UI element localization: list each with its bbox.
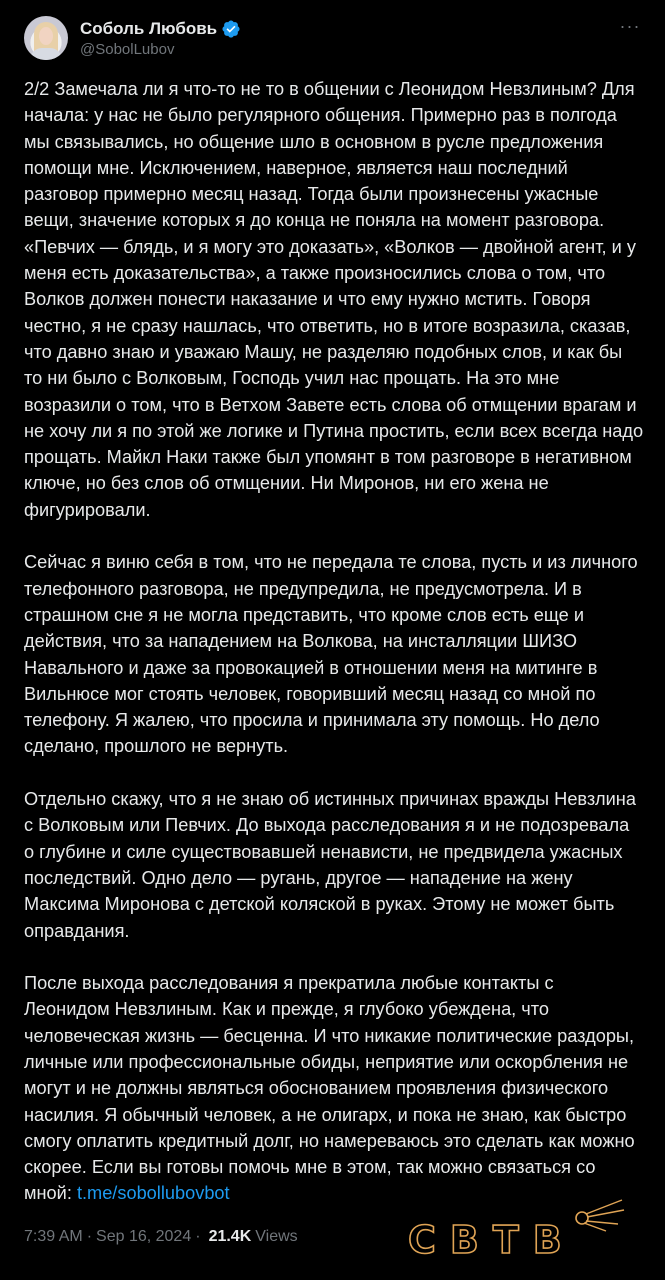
meta-separator: · [86,1228,93,1245]
views-count: 21.4K [208,1228,252,1245]
tweet-header [24,16,641,66]
tweet-paragraph: Отдельно скажу, что я не знаю об истинных причинах вражды Невзлина с Волковым или Певчих. До выхода расследования я и не подозревала о глубине и силе существовавшей ненависти, не предвидела ужасных последствий. Одно дело — ругань, другое — нападение на жену Максима Миронова с детской коляской в руках. Этому не может быть оправдания. [24,789,636,941]
author-name[interactable]: Соболь Любовь [80,19,218,38]
tweet-paragraph-text: После выхода расследования я прекратила любые контакты с Леонидом Невзлиным. Как и прежде, я глубоко убеждена, что человеческая жизнь — бесценна. И что никакие политические раздоры, личные или профессиональные обиды, неприятие или оскорбления не могут и не должны являться обоснованием проявления физического насилия. Я обычный человек, а не олигарх, и пока не знаю, как быстро смогу оплатить кредитный долг, но намереваюсь это сделать как можно скорее. Если вы готовы помочь мне в этом, так можно связаться со мной: [24,973,635,1204]
satellite-icon [566,1196,626,1232]
meta-separator: · [195,1228,201,1245]
watermark-text: СВТВ [408,1218,576,1262]
author-name-row[interactable] [80,19,241,39]
tweet-paragraph-last [24,970,644,1207]
more-options-icon[interactable]: ··· [619,16,641,36]
avatar[interactable] [24,16,68,60]
tweet-paragraph: 2/2 Замечала ли я что-то не то в общении с Леонидом Невзлиным? Для начала: у нас не было регулярного общения. Примерно раз в полгода мы связывались, но общение шло в основном в русле предложения помощи мне. Исключением, наверное, является наш последний разговор примерно месяц назад. Тогда были произнесены ужасные вещи, значение которых я до конца не поняла на момент разговора. «Певчих — блядь, и я могу это доказать», «Волков — двойной агент, и у меня есть доказательства», а также произносились слова о том, что Волков должен понести наказание и что ему нужно мстить. Говоря честно, я не сразу нашлась, что ответить, но в итоге возразила, сказав, что давно знаю и уважаю Машу, не разделяю подобных слов, и как бы то ни было с Волковым, Господь учил нас прощать. На это мне возразили о том, что в Ветхом Завете есть слова об отмщении врагам и не хочу ли я по этой же логике и Путина простить, если всех всегда надо прощать. Майкл Наки также был упомянт в том разговоре в негативном ключе, но без слов об отмщении. Ни Миронов, ни его жена не фигурировали. [24,79,644,520]
verified-badge-icon [221,19,241,39]
channel-watermark [408,1196,630,1268]
views-label: Views [255,1228,298,1245]
tweet-text [24,76,644,1207]
telegram-link[interactable]: t.me/sobollubovbot [76,1183,230,1204]
tweet-time[interactable]: 7:39 AM [24,1228,83,1245]
tweet-meta [24,1228,298,1246]
tweet-date[interactable]: Sep 16, 2024 [96,1228,192,1245]
author-handle[interactable]: @SobolLubov [80,41,175,58]
tweet-paragraph: Сейчас я виню себя в том, что не передала те слова, пусть и из личного телефонного разговора, не предупредила, не предусмотрела. И в страшном сне я не могла представить, что кроме слов есть еще и действия, что за нападением на Волкова, на инсталляции ШИЗО Навального и даже за провокацией в отношении меня на митинге в Вильнюсе мог стоять человек, говоривший месяц назад со мной по телефону. Я жалею, что просила и принимала эту помощь. Но дело сделано, прошлого не вернуть. [24,552,638,757]
